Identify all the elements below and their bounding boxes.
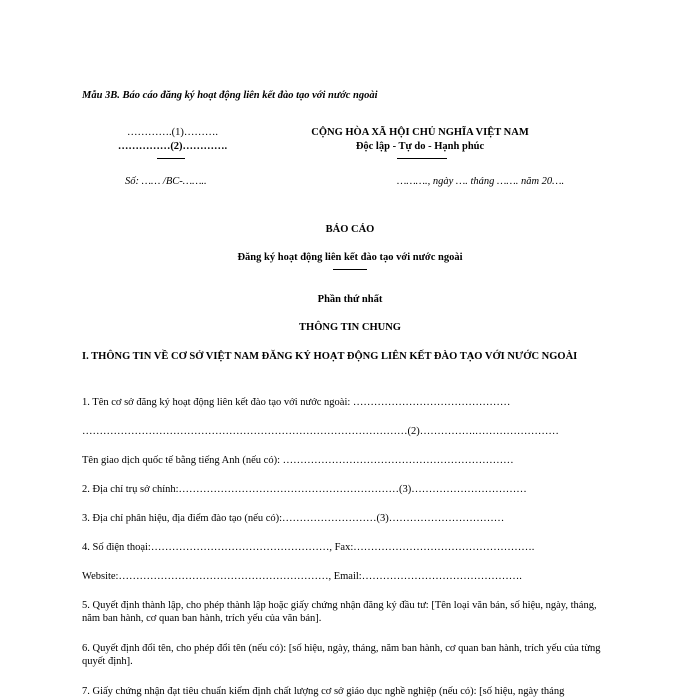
report-subtitle: Đăng ký hoạt động liên kết đào tạo với nước ngoài [237,252,463,263]
item-5-decision: 5. Quyết định thành lập, cho phép thành lập hoặc giấy chứng nhận đăng ký đầu tư: [Tên loại văn bản, số hiệu, ngày, tháng, năm ban hành, cơ quan ban hành, trích yếu của văn bản]. [82,600,597,624]
right-header-divider [397,158,447,159]
form-title: Mẫu 3B. Báo cáo đăng ký hoạt động liên kết đào tạo với nước ngoài [82,90,378,101]
national-motto: Độc lập - Tự do - Hạnh phúc [355,141,485,152]
report-title: BÁO CÁO [325,224,375,235]
part-label: Phần thứ nhất [317,294,383,305]
doc-number: Số: …… /BC-…….. [125,176,207,187]
item-1-name-continued: …………………………………………………………………………………(2)…………….…………………… [82,426,559,437]
date-line: ………., ngày …. tháng ……. năm 20…. [397,176,565,187]
left-header-divider [157,158,185,159]
left-header-line1: ………….(1)………. [127,127,218,138]
item-website-email: Website:……………………………………………………, Email:………………………………………. [82,571,522,582]
left-header-line2: ……………(2)…………. [117,141,228,152]
item-3-branch: 3. Địa chỉ phân hiệu, địa điểm đào tạo (nếu có):………………………(3)…………………………… [82,513,505,524]
item-4-phone-fax: 4. Số điện thoại:……………………………………………, Fax:……………………………………………. [82,542,535,553]
section-heading: I. THÔNG TIN VỀ CƠ SỞ VIỆT NAM ĐĂNG KÝ HOẠT ĐỘNG LIÊN KẾT ĐÀO TẠO VỚI NƯỚC NGOÀI [82,351,578,362]
item-1-name: 1. Tên cơ sở đăng ký hoạt động liên kết đào tạo với nước ngoài: ……………………………………… [82,397,511,408]
subtitle-divider [333,269,367,270]
part-title: THÔNG TIN CHUNG [299,322,401,333]
item-intl-name: Tên giao dịch quốc tế bằng tiếng Anh (nếu có): ………………………………………………………… [82,455,514,466]
national-title: CỘNG HÒA XÃ HỘI CHỦ NGHĨA VIỆT NAM [311,127,529,138]
item-6-rename: 6. Quyết định đổi tên, cho phép đổi tên (nếu có): [số hiệu, ngày, tháng, năm ban hành, cơ quan ban hành, trích yếu của từng quyết định]. [82,643,601,667]
item-7-accreditation: 7. Giấy chứng nhận đạt tiêu chuẩn kiểm định chất lượng cơ sở giáo dục nghề nghiệp (nếu có): [số hiệu, ngày tháng [82,686,565,697]
item-2-head-office: 2. Địa chỉ trụ sở chính:………………………………………………………(3)…………………………… [82,484,527,495]
